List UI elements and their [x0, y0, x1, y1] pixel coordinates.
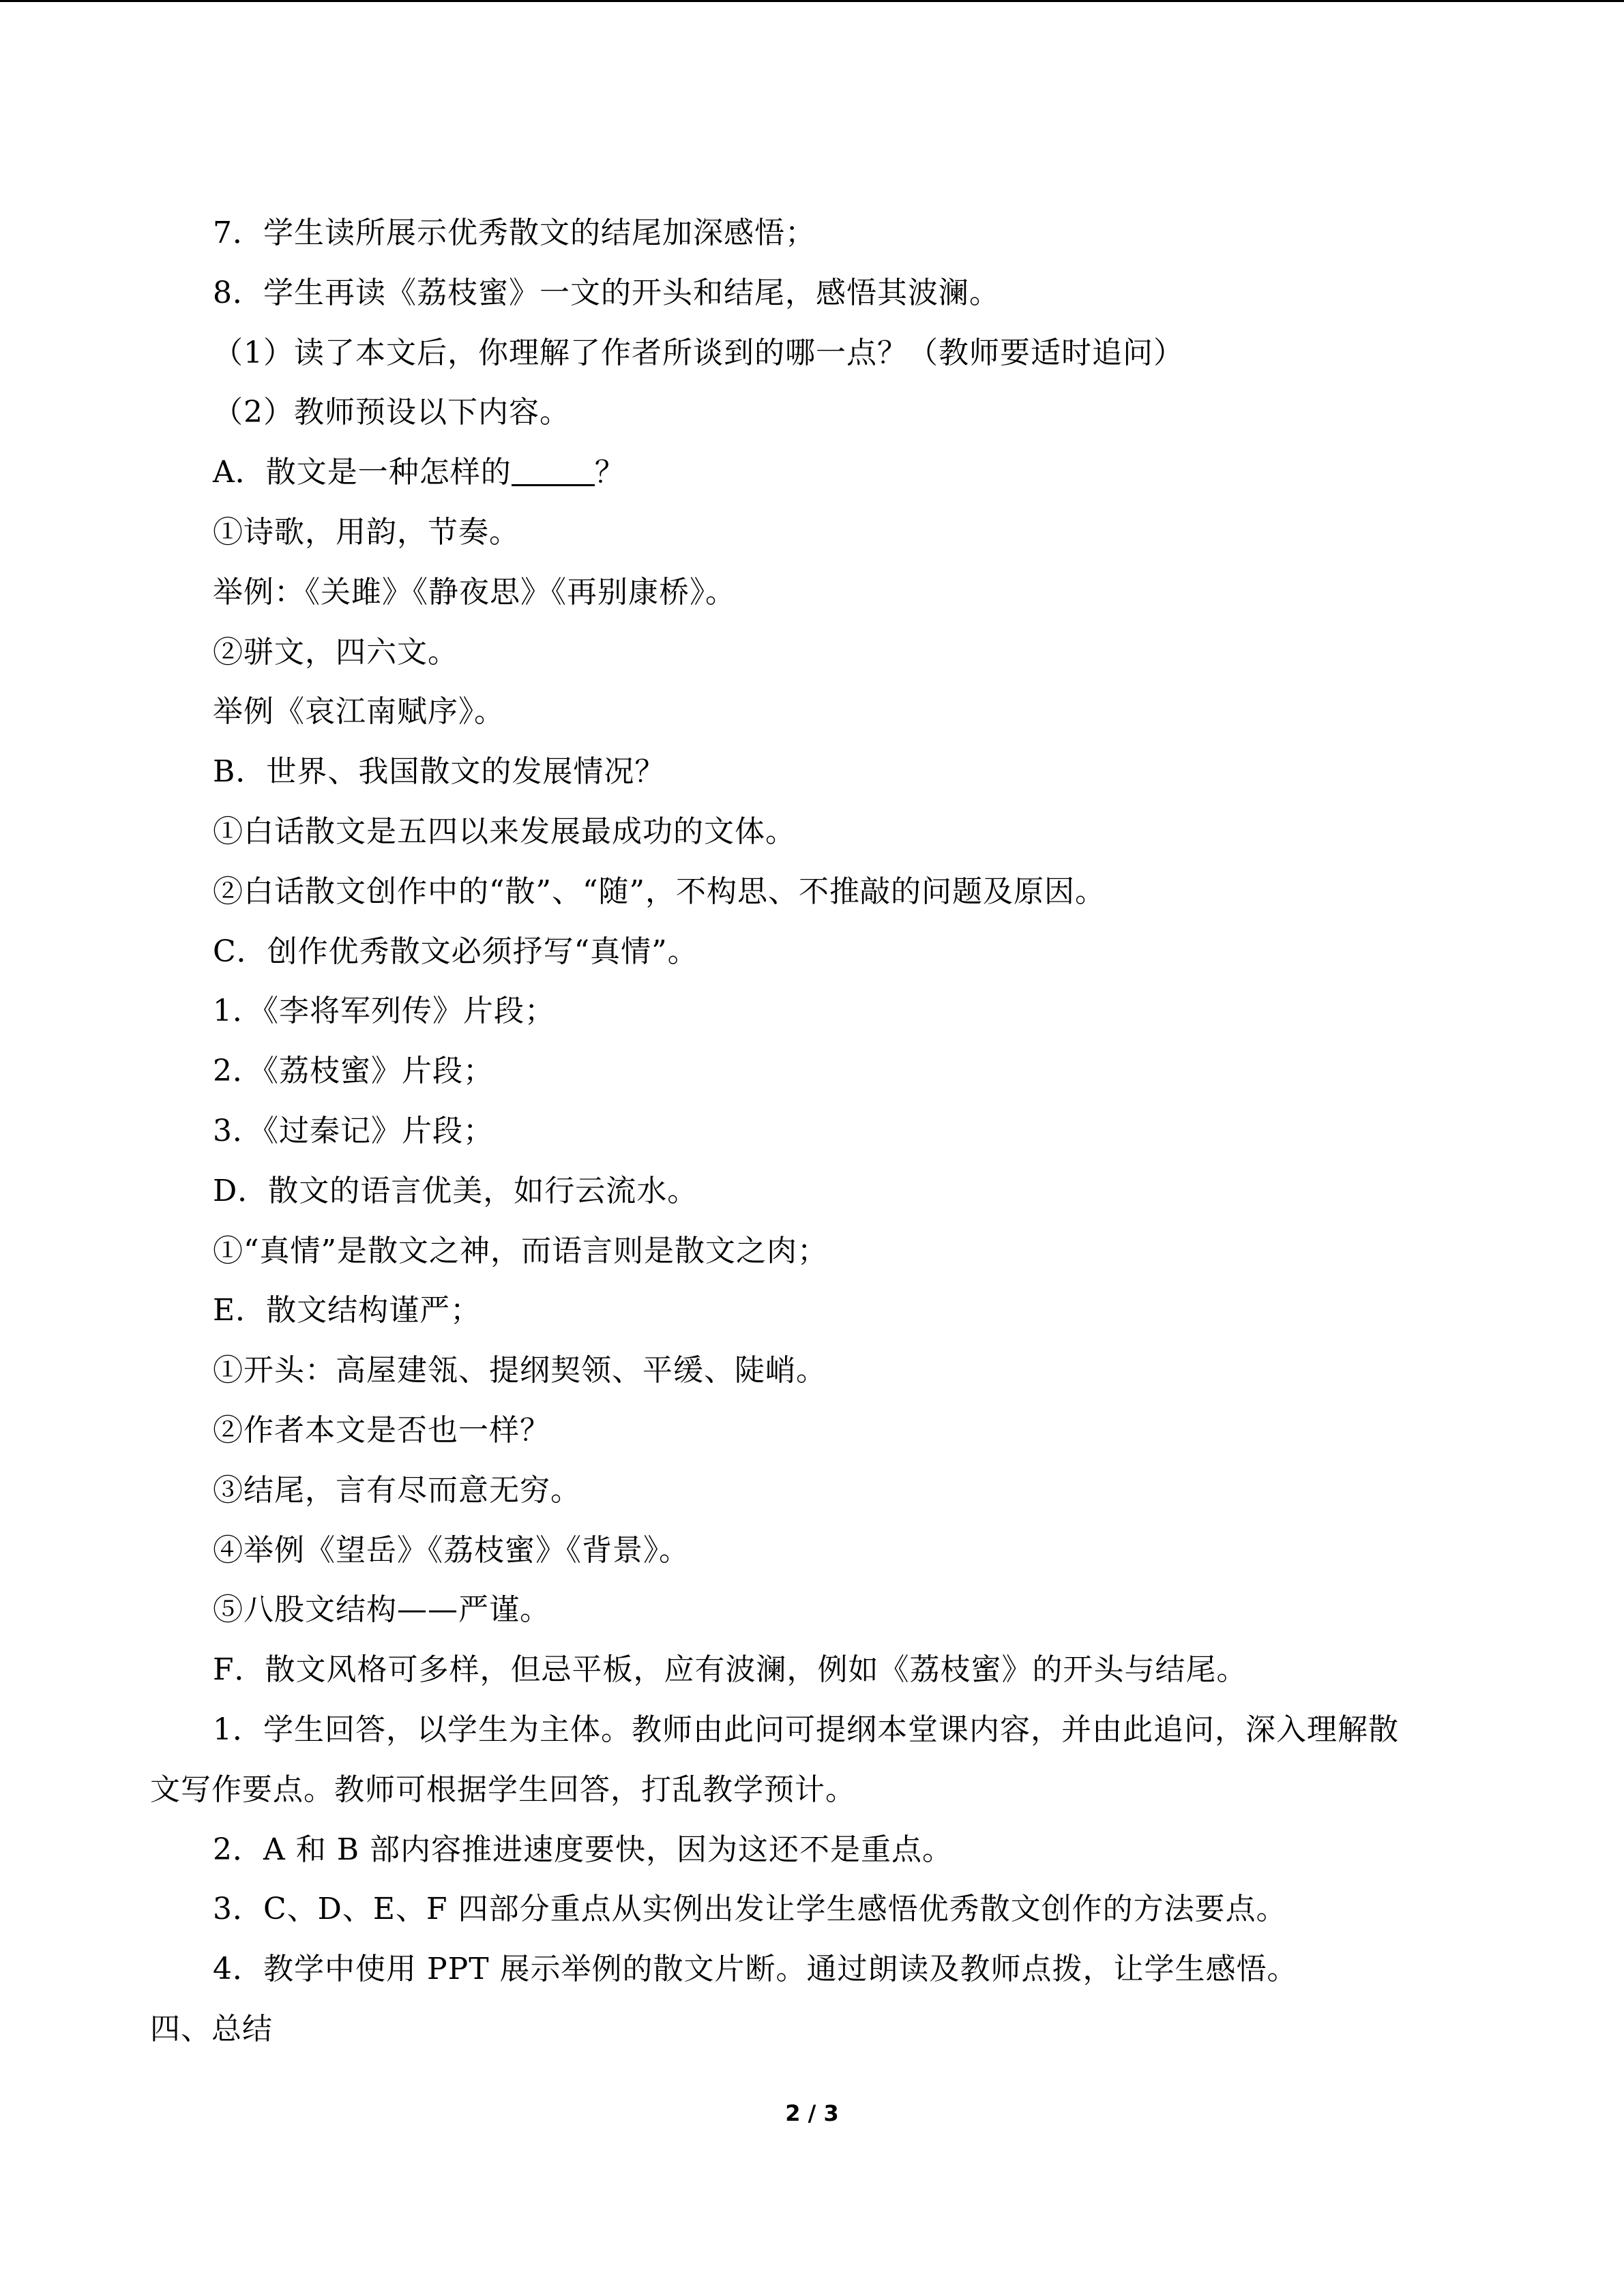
line-text: 四、总结	[150, 2012, 273, 2046]
line-text: ④举例《望岳》《荔枝蜜》《背景》。	[213, 1532, 690, 1568]
text-line	[213, 1290, 481, 1331]
line-text: ②骈文，四六文。	[213, 634, 458, 670]
text-line	[213, 1171, 698, 1212]
line-text: ②白话散文创作中的“散”、“随”，不构思、不推敲的问题及原因。	[213, 874, 1106, 909]
line-suffix: ？	[594, 455, 625, 490]
line-text: 2．A 和 B 部内容推进速度要快，因为这还不是重点。	[213, 1832, 954, 1867]
text-line	[213, 512, 520, 553]
text-line	[213, 273, 1000, 314]
line-text: E．散文结构谨严；	[213, 1293, 482, 1328]
line-text: C．创作优秀散文必须抒写“真情”。	[213, 934, 698, 969]
text-line	[213, 213, 816, 254]
line-text: 举例《哀江南赋序》。	[213, 694, 505, 730]
line-text: （1）读了本文后，你理解了作者所谈到的哪一点？（教师要适时追问）	[213, 335, 1184, 370]
text-line	[213, 452, 625, 493]
line-text: 3．C、D、E、F 四部分重点从实例出发让学生感悟优秀散文创作的方法要点。	[213, 1892, 1287, 1927]
line-text: 2．《荔枝蜜》片段；	[213, 1054, 494, 1089]
line-text: 8．学生再读《荔枝蜜》一文的开头和结尾，感悟其波澜。	[213, 275, 1000, 310]
text-line	[213, 931, 698, 972]
line-text: 1．学生回答，以学生为主体。教师由此问可提纲本堂课内容，并由此追问，深入理解散	[213, 1712, 1399, 1747]
page-number: 2 / 3	[785, 2100, 839, 2126]
text-line	[213, 811, 796, 852]
text-line	[213, 1410, 550, 1451]
line-text: 举例：《关雎》《静夜思》《再别康桥》。	[213, 574, 736, 610]
text-line	[213, 1949, 1298, 1990]
text-line	[213, 1530, 690, 1571]
text-line	[213, 333, 1184, 374]
text-line	[213, 751, 665, 792]
line-text: 4．教学中使用 PPT 展示举例的散文片断。通过朗读及教师点拨，让学生感悟。	[213, 1952, 1298, 1987]
text-line	[213, 392, 570, 433]
text-line	[150, 2009, 273, 2050]
line-text: ①白话散文是五四以来发展最成功的文体。	[213, 814, 796, 849]
line-text: 7．学生读所展示优秀散文的结尾加深感悟；	[213, 215, 816, 250]
text-line	[213, 871, 1106, 912]
text-line	[213, 1231, 828, 1272]
text-line	[213, 1051, 494, 1092]
line-text: B．世界、我国散文的发展情况？	[213, 754, 666, 790]
line-text: 1．《李将军列传》片段；	[213, 994, 555, 1029]
line-text: ②作者本文是否也一样？	[213, 1413, 550, 1448]
line-text: 3．《过秦记》片段；	[213, 1114, 494, 1148]
text-line	[213, 1650, 1247, 1690]
text-line	[213, 1710, 1399, 1750]
line-text: ⑤八股文结构——严谨。	[213, 1592, 550, 1628]
line-text: ①“真情”是散文之神，而语言则是散文之肉；	[213, 1233, 828, 1268]
text-line	[150, 1770, 856, 1810]
line-text: ①诗歌，用韵，节奏。	[213, 515, 520, 550]
text-line	[213, 1590, 550, 1630]
line-text: D．散文的语言优美，如行云流水。	[213, 1173, 698, 1208]
text-line	[213, 1111, 494, 1152]
line-text: （2）教师预设以下内容。	[213, 395, 570, 430]
line-text: A．散文是一种怎样的	[213, 455, 512, 490]
line-text: ①开头：高屋建瓴、提纲契领、平缓、陡峭。	[213, 1353, 827, 1388]
line-text: 文写作要点。教师可根据学生回答，打乱教学预计。	[150, 1772, 856, 1807]
text-line	[213, 1830, 953, 1870]
text-line	[213, 1350, 827, 1391]
text-line	[213, 1889, 1287, 1930]
fill-in-blank	[512, 454, 595, 486]
text-line	[213, 1470, 581, 1511]
text-line	[213, 691, 505, 732]
text-line	[213, 632, 458, 673]
line-text: F．散文风格可多样，但忌平板，应有波澜，例如《荔枝蜜》的开头与结尾。	[213, 1652, 1247, 1688]
text-line	[213, 991, 555, 1032]
text-line	[213, 572, 736, 613]
line-text: ③结尾，言有尽而意无穷。	[213, 1472, 581, 1508]
